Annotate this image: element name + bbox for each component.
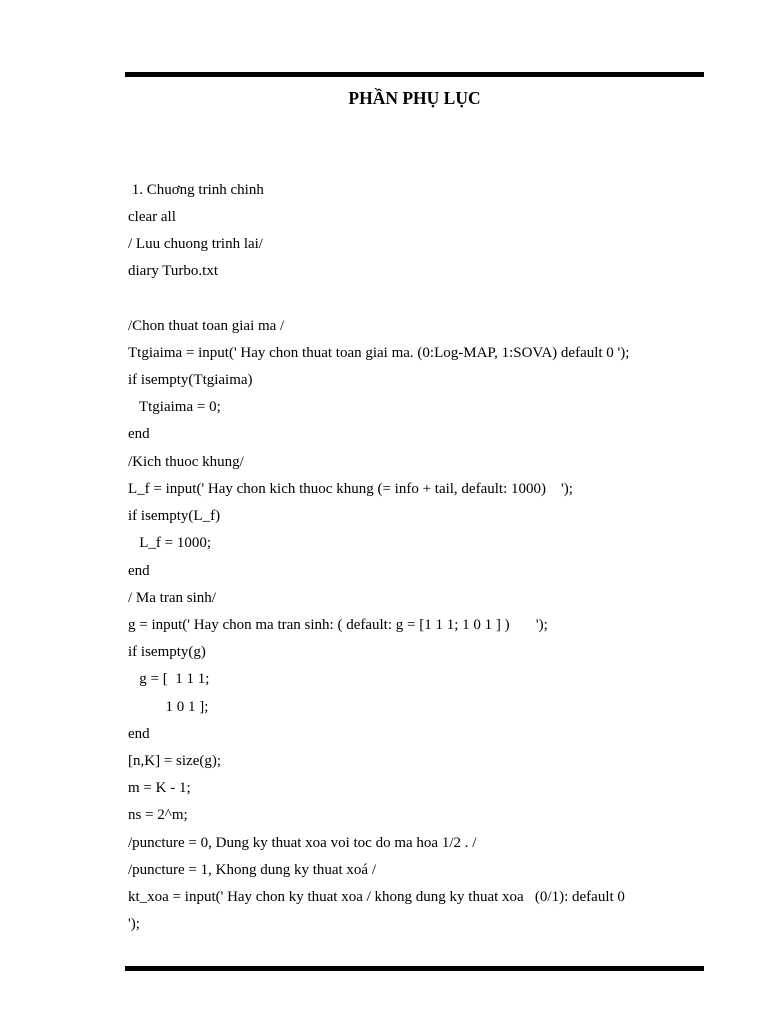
code-line: m = K - 1; bbox=[128, 780, 191, 796]
bottom-rule bbox=[125, 966, 704, 971]
code-line: diary Turbo.txt bbox=[128, 263, 219, 279]
code-line: /Chon thuat toan giai ma / bbox=[128, 318, 285, 334]
page-title: PHẦN PHỤ LỤC bbox=[348, 88, 481, 108]
code-line: ns = 2^m; bbox=[128, 807, 188, 823]
code-line: kt_xoa = input(' Hay chon ky thuat xoa / khong dung ky thuat xoa (0/1): default 0 bbox=[128, 889, 625, 905]
code-line: /puncture = 1, Khong dung ky thuat xoá / bbox=[128, 862, 377, 878]
code-line: g = input(' Hay chon ma tran sinh: ( default: g = [1 1 1; 1 0 1 ] ) '); bbox=[128, 617, 548, 633]
code-line: / Ma tran sinh/ bbox=[128, 590, 216, 606]
code-line: Ttgiaima = input(' Hay chon thuat toan giai ma. (0:Log-MAP, 1:SOVA) default 0 '); bbox=[128, 345, 630, 361]
code-line: '); bbox=[128, 916, 140, 932]
code-line: clear all bbox=[128, 209, 176, 225]
code-line: /Kich thuoc khung/ bbox=[128, 454, 244, 470]
code-line: L_f = 1000; bbox=[128, 535, 212, 551]
top-rule bbox=[125, 72, 704, 77]
code-line: [n,K] = size(g); bbox=[128, 753, 222, 769]
code-line: end bbox=[128, 726, 150, 742]
code-line: L_f = input(' Hay chon kich thuoc khung (= info + tail, default: 1000) '); bbox=[128, 481, 573, 497]
code-line: /puncture = 0, Dung ky thuat xoa voi toc do ma hoa 1/2 . / bbox=[128, 835, 477, 851]
code-line: 1. Chuơng trinh chinh bbox=[128, 182, 264, 198]
code-line: Ttgiaima = 0; bbox=[128, 399, 221, 415]
code-line: g = [ 1 1 1; bbox=[128, 671, 210, 687]
code-line: 1 0 1 ]; bbox=[128, 699, 209, 715]
code-line: if isempty(g) bbox=[128, 644, 206, 660]
code-line: if isempty(Ttgiaima) bbox=[128, 372, 253, 388]
code-line: end bbox=[128, 426, 150, 442]
code-line: end bbox=[128, 563, 150, 579]
code-line: if isempty(L_f) bbox=[128, 508, 221, 524]
code-line: / Luu chuong trinh lai/ bbox=[128, 236, 263, 252]
